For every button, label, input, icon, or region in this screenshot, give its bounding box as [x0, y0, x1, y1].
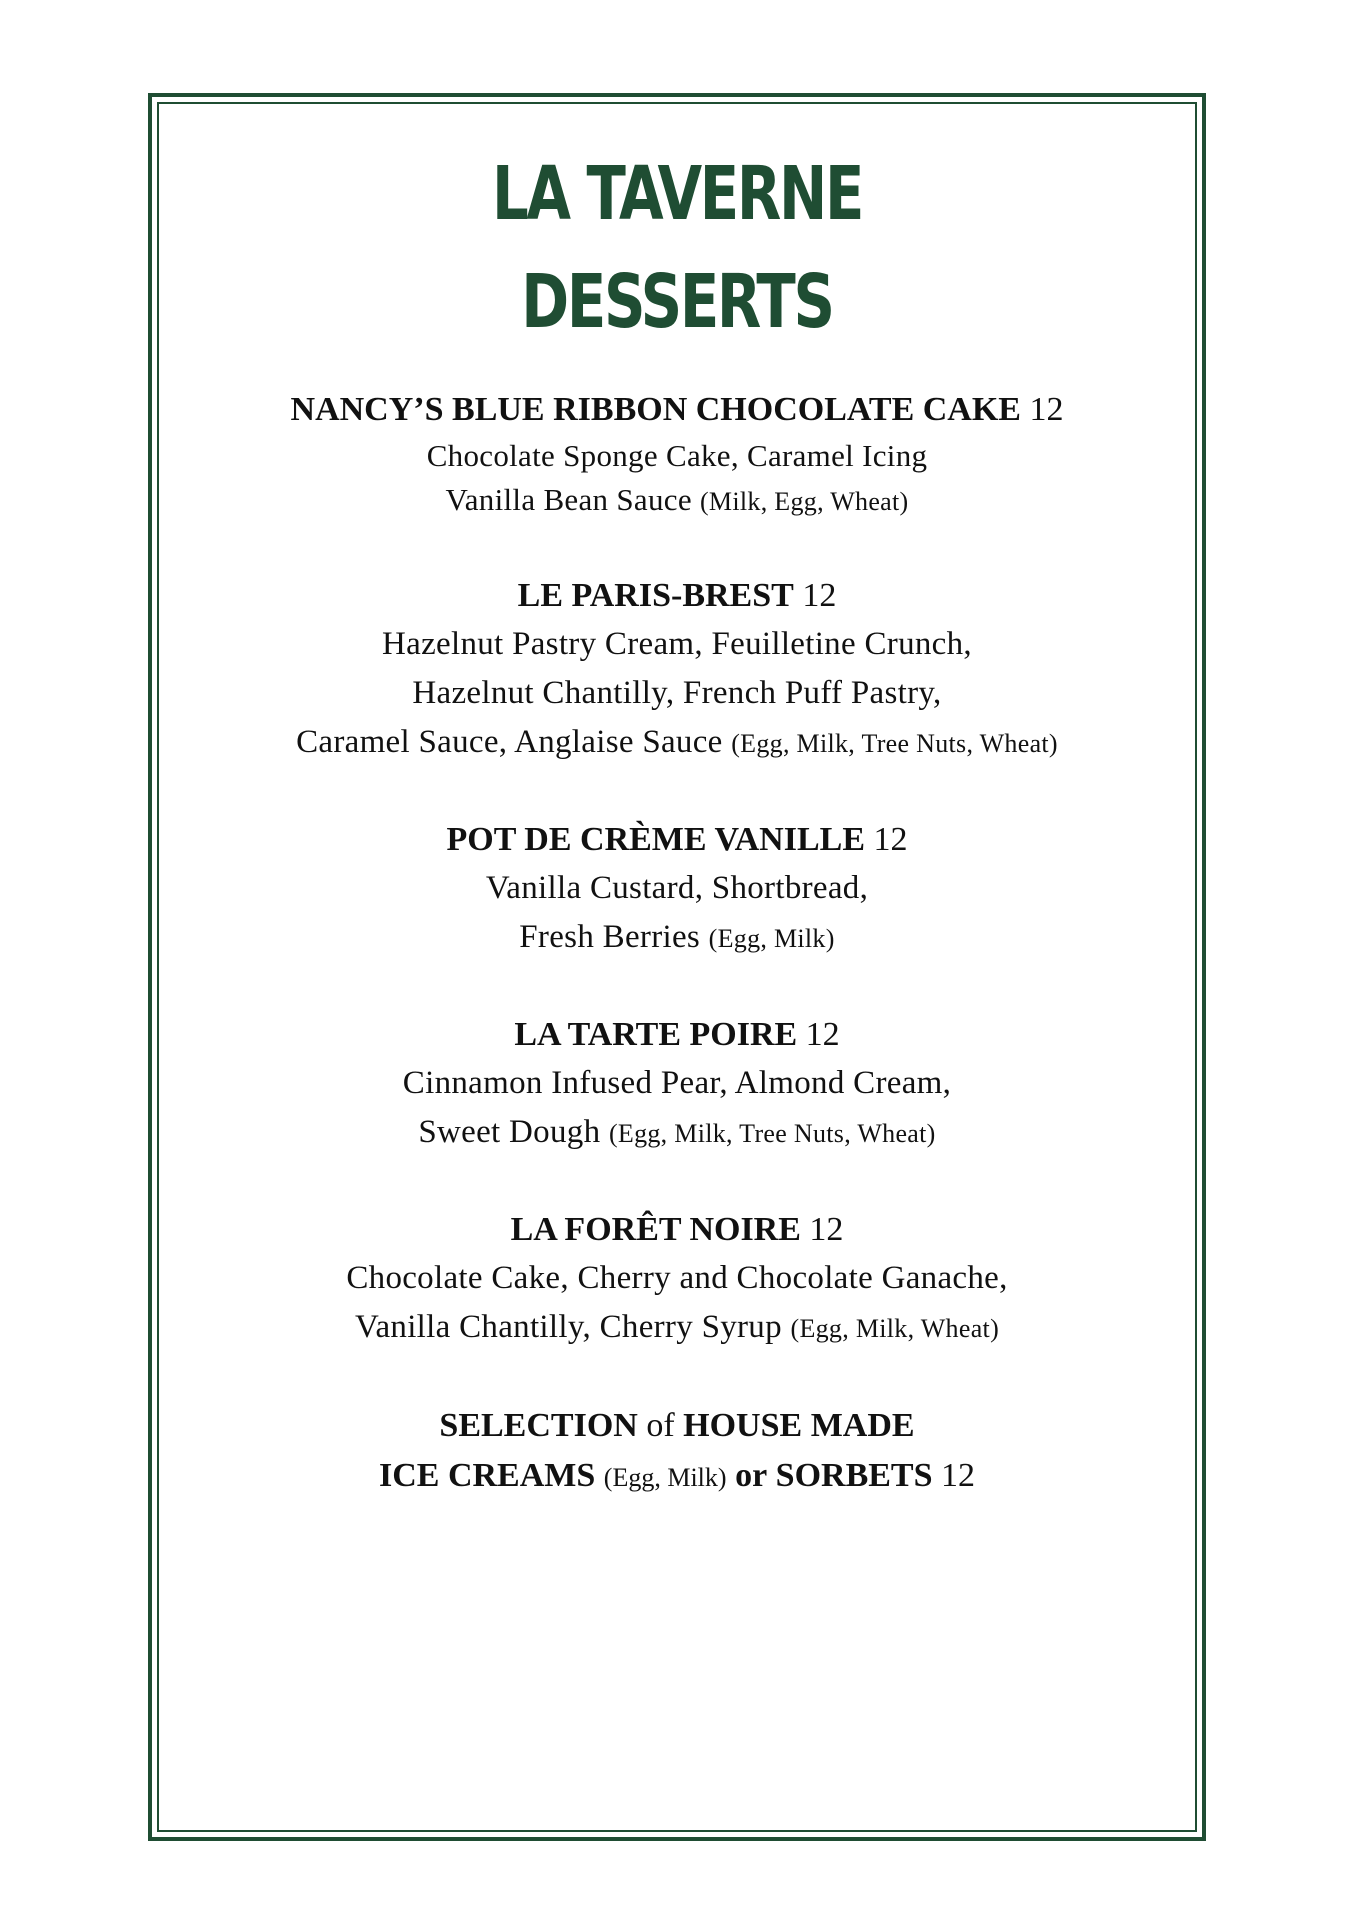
sorbets-label: SORBETS	[775, 1457, 933, 1494]
house-made-label: HOUSE MADE	[683, 1407, 915, 1444]
menu-item-allergens: (Egg, Milk, Tree Nuts, Wheat)	[608, 1119, 936, 1148]
menu-item-description	[160, 718, 1194, 768]
ice-cream-line-1	[160, 1401, 1194, 1451]
menu-item-ice-creams	[160, 1401, 1194, 1503]
menu-item-description-text: Caramel Sauce, Anglaise Sauce	[296, 724, 723, 760]
menu-item-description: Vanilla Custard, Shortbread,	[485, 870, 869, 906]
or-label: or	[735, 1457, 768, 1494]
menu-item-name: LA TARTE POIRE	[514, 1016, 798, 1053]
menu-items	[160, 386, 1194, 1503]
menu-item-price: 12	[873, 821, 908, 858]
menu-item-price: 12	[1029, 391, 1064, 428]
menu-item-name: NANCY’S BLUE RIBBON CHOCOLATE CAKE	[290, 391, 1021, 428]
menu-item-description-text: Vanilla Chantilly, Cherry Syrup	[354, 1309, 782, 1345]
menu-item-price: 12	[802, 577, 837, 614]
menu-item-heading	[160, 816, 1194, 864]
menu-item-description	[160, 913, 1194, 963]
menu-item-heading	[160, 1011, 1194, 1059]
menu-item-heading	[160, 386, 1194, 434]
menu-item-price: 12	[809, 1211, 844, 1248]
ice-cream-allergens: (Egg, Milk)	[603, 1463, 727, 1492]
menu-item-description-text: Sweet Dough	[418, 1114, 601, 1150]
menu-item-description: Hazelnut Chantilly, French Puff Pastry,	[412, 675, 942, 711]
menu-item-heading	[160, 1206, 1194, 1254]
menu-item	[160, 572, 1194, 768]
selection-label: SELECTION	[439, 1407, 638, 1444]
menu-item-heading	[160, 572, 1194, 620]
menu-item-name: LE PARIS-BREST	[517, 577, 794, 614]
ice-cream-line-2	[160, 1451, 1194, 1503]
menu-item-description: Hazelnut Pastry Cream, Feuilletine Crunch,	[382, 626, 972, 662]
menu-item-allergens: (Egg, Milk, Wheat)	[790, 1314, 1000, 1343]
menu-content	[160, 140, 1194, 1551]
menu-item-name: POT DE CRÈME VANILLE	[446, 821, 865, 858]
menu-item-allergens: (Egg, Milk, Tree Nuts, Wheat)	[731, 729, 1058, 758]
menu-item	[160, 386, 1194, 524]
menu-item-description-text: Vanilla Bean Sauce	[445, 482, 692, 517]
ice-cream-price: 12	[941, 1457, 976, 1494]
menu-item-description-text: Fresh Berries	[519, 919, 701, 955]
menu-item	[160, 1206, 1194, 1353]
menu-title-line1: LA TAVERNE	[491, 151, 863, 237]
menu-title-line2: DESSERTS	[521, 259, 833, 345]
menu-item-allergens: (Egg, Milk)	[708, 924, 835, 953]
menu-item	[160, 1011, 1194, 1158]
ice-creams-label: ICE CREAMS	[378, 1457, 596, 1494]
menu-item	[160, 816, 1194, 963]
of-label: of	[646, 1407, 675, 1444]
menu-item-name: LA FORÊT NOIRE	[510, 1211, 801, 1248]
menu-item-description	[160, 478, 1194, 524]
menu-item-price: 12	[805, 1016, 840, 1053]
menu-item-description: Cinnamon Infused Pear, Almond Cream,	[402, 1065, 952, 1101]
menu-item-description	[160, 1108, 1194, 1158]
menu-item-description: Chocolate Sponge Cake, Caramel Icing	[426, 438, 928, 473]
menu-item-description: Chocolate Cake, Cherry and Chocolate Ganache,	[346, 1260, 1008, 1296]
menu-item-allergens: (Milk, Egg, Wheat)	[699, 487, 909, 516]
menu-item-description	[160, 1303, 1194, 1353]
